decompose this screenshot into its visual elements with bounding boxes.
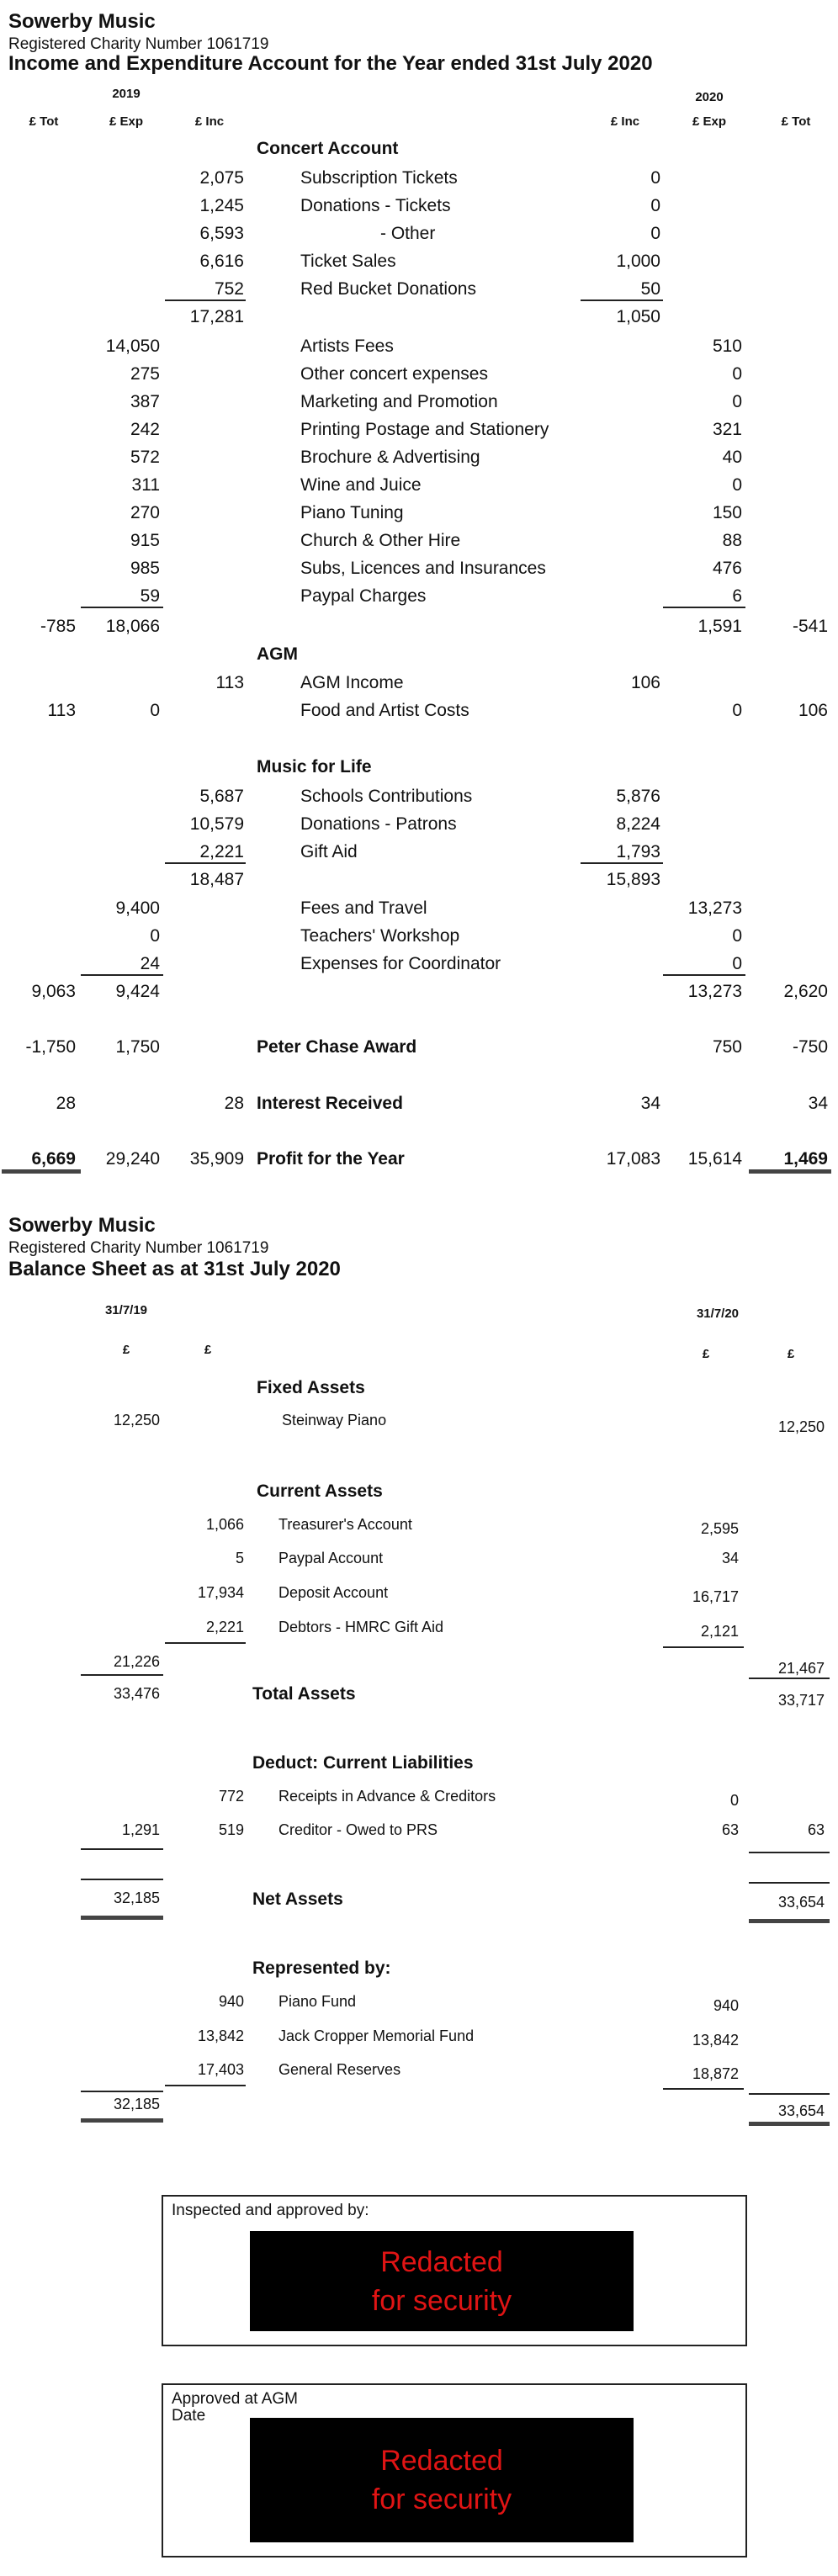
inspected-label: Inspected and approved by: <box>172 2202 369 2219</box>
row-label-dono: - Other <box>380 224 436 243</box>
rule-reptot-top-2019 <box>81 2091 163 2092</box>
value-profit-p-inc: 35,909 <box>189 1149 244 1169</box>
value-pp-c-exp: 6 <box>732 586 742 606</box>
value-school-p-inc: 5,687 <box>199 787 244 806</box>
value-int-p-tot: 28 <box>56 1094 76 1113</box>
value-patron-c-inc: 8,224 <box>616 814 660 834</box>
agm-approval-box-redacted-signature <box>250 2418 634 2542</box>
pound-col-a-2019: £ <box>122 1343 130 1357</box>
charity-number: Registered Charity Number 1061719 <box>8 35 269 53</box>
value-piano-p-exp: 270 <box>130 503 160 522</box>
value-gift-p-inc: 2,221 <box>199 842 244 861</box>
value-church-p-exp: 915 <box>130 531 160 550</box>
rule-net-2019 <box>81 1916 163 1920</box>
value-subs-p-exp: 985 <box>130 559 160 578</box>
bs-value-jack-c-a: 13,842 <box>692 2032 739 2049</box>
value-wine-c-exp: 0 <box>732 475 742 495</box>
value-teach-p-exp: 0 <box>150 926 160 946</box>
value-coord-p-exp: 24 <box>140 954 160 973</box>
bs-value-net-p-a: 32,185 <box>113 1890 160 1906</box>
col-inc-2019: £ Inc <box>194 114 225 129</box>
bs-label-creditor: Creditor - Owed to PRS <box>278 1821 438 1838</box>
bs-value-deposit-c-a: 16,717 <box>692 1588 739 1605</box>
date-2019-header: 31/7/19 <box>104 1303 148 1317</box>
bs-value-casub-p-a: 21,226 <box>113 1653 160 1670</box>
bs-value-hmrc-p-b: 2,221 <box>205 1619 244 1635</box>
section-current-assets: Current Assets <box>257 1481 383 1501</box>
row-label-peter: Peter Chase Award <box>257 1037 417 1057</box>
bs-value-reptot-p-a: 32,185 <box>113 2096 160 2112</box>
rule-net-top-2019 <box>81 1879 163 1880</box>
bs-value-total-p-a: 33,476 <box>113 1685 160 1702</box>
bs-label-receipts: Receipts in Advance & Creditors <box>278 1788 496 1805</box>
bs-value-steinway-c-b: 12,250 <box>777 1418 825 1435</box>
section-total-assets: Total Assets <box>252 1684 356 1704</box>
value-food-c-exp: 0 <box>732 701 742 720</box>
value-ctot-p-tot: -785 <box>40 617 76 636</box>
row-label-profit: Profit for the Year <box>257 1149 405 1169</box>
rule-net-top-2020 <box>749 1882 830 1884</box>
value-msub-c-inc: 15,893 <box>606 870 660 889</box>
value-tix-c-inc: 1,000 <box>616 252 660 271</box>
row-label-pp: Paypal Charges <box>300 586 427 606</box>
rule-ca-2019 <box>165 1642 246 1644</box>
value-food-p-exp: 0 <box>150 701 160 720</box>
rule-net-2020 <box>749 1919 830 1923</box>
redacted-text-line-1: Redacted <box>380 2245 503 2278</box>
value-subs-c-exp: 476 <box>712 559 742 578</box>
balance-charity-number: Registered Charity Number 1061719 <box>8 1239 269 1257</box>
bs-value-deposit-p-b: 17,934 <box>197 1584 244 1601</box>
col-exp-2020: £ Exp <box>692 114 727 129</box>
value-csub-c-inc: 1,050 <box>616 307 660 326</box>
row-label-coord: Expenses for Coordinator <box>300 954 501 973</box>
rule-ca-2020 <box>663 1646 744 1648</box>
rule-reptot-top-2020 <box>749 2093 830 2095</box>
pound-col-b-2019: £ <box>204 1343 212 1357</box>
value-profit-p-exp: 29,240 <box>105 1149 160 1169</box>
col-tot-2019: £ Tot <box>29 114 59 129</box>
balance-org-name: Sowerby Music <box>8 1214 156 1237</box>
row-label-agmi: AGM Income <box>300 673 404 692</box>
redacted-text-line-2: for security <box>371 2483 512 2515</box>
row-label-teach: Teachers' Workshop <box>300 926 460 946</box>
row-label-red: Red Bucket Donations <box>300 279 476 299</box>
bs-value-net-c-b: 33,654 <box>777 1894 825 1911</box>
rule-mfl-exp-2019 <box>81 974 163 976</box>
bs-value-treas-p-b: 1,066 <box>205 1516 244 1533</box>
bs-value-creditor-c-b: 63 <box>807 1821 825 1838</box>
row-label-church: Church & Other Hire <box>300 531 461 550</box>
row-label-food: Food and Artist Costs <box>300 701 469 720</box>
value-msub-p-inc: 18,487 <box>189 870 244 889</box>
rule-reptot-2020 <box>749 2122 830 2126</box>
value-sub-p-inc: 2,075 <box>199 168 244 188</box>
row-label-piano: Piano Tuning <box>300 503 404 522</box>
bs-value-steinway-p-a: 12,250 <box>113 1412 160 1428</box>
value-mkt-c-exp: 0 <box>732 392 742 411</box>
value-pp-p-exp: 59 <box>140 586 160 606</box>
rule-mfl-inc-2019 <box>165 862 246 864</box>
rule-concert-inc-2019 <box>165 299 246 301</box>
value-mtot-p-tot: 9,063 <box>31 982 76 1001</box>
value-fees-c-exp: 13,273 <box>687 898 742 918</box>
value-sub-c-inc: 0 <box>650 168 660 188</box>
bs-value-general-p-b: 17,403 <box>197 2061 244 2078</box>
bs-value-pianofund-c-a: 940 <box>713 1997 739 2014</box>
section-music-for-life: Music for Life <box>257 757 372 777</box>
value-peter-p-tot: -1,750 <box>25 1037 76 1057</box>
bs-value-creditor-p-b: 519 <box>218 1821 244 1838</box>
col-tot-2020: £ Tot <box>781 114 811 129</box>
rule-mfl-inc-2020 <box>581 862 663 864</box>
bs-value-receipts-p-b: 772 <box>218 1788 244 1805</box>
date-2020-header: 31/7/20 <box>696 1307 740 1321</box>
section-net-assets: Net Assets <box>252 1890 343 1909</box>
value-profit-c-inc: 17,083 <box>606 1149 660 1169</box>
rule-creditor-2019 <box>81 1848 163 1850</box>
bs-value-treas-c-a: 2,595 <box>700 1520 739 1537</box>
value-school-c-inc: 5,876 <box>616 787 660 806</box>
section-fixed-assets: Fixed Assets <box>257 1378 365 1397</box>
year-2019-header: 2019 <box>112 87 141 101</box>
agm-label: Approved at AGM <box>172 2390 298 2408</box>
row-label-bro: Brochure & Advertising <box>300 448 480 467</box>
row-label-school: Schools Contributions <box>300 787 473 806</box>
value-prn-c-exp: 321 <box>712 420 742 439</box>
value-profit-c-exp: 15,614 <box>687 1149 742 1169</box>
bs-value-hmrc-c-a: 2,121 <box>700 1623 739 1640</box>
section-represented-by: Represented by: <box>252 1959 391 1978</box>
bs-value-pianofund-p-b: 940 <box>218 1993 244 2010</box>
value-food-p-tot: 113 <box>47 701 76 720</box>
value-ctot-c-tot: -541 <box>792 617 828 636</box>
value-gift-c-inc: 1,793 <box>616 842 660 861</box>
value-red-p-inc: 752 <box>214 279 244 299</box>
row-label-wine: Wine and Juice <box>300 475 422 495</box>
value-mkt-p-exp: 387 <box>130 392 160 411</box>
redacted-text-line-2: for security <box>371 2284 512 2317</box>
rule-concert-inc-2020 <box>581 299 663 301</box>
value-art-c-exp: 510 <box>712 337 742 356</box>
rule-profit-2020 <box>749 1169 831 1174</box>
org-name: Sowerby Music <box>8 10 156 33</box>
rule-concert-exp-2019 <box>81 607 163 608</box>
bs-label-paypal: Paypal Account <box>278 1550 384 1566</box>
rule-casub-2020 <box>749 1678 830 1679</box>
pound-col-b-2020: £ <box>787 1347 795 1361</box>
value-patron-p-inc: 10,579 <box>189 814 244 834</box>
value-profit-p-tot: 6,669 <box>31 1149 76 1169</box>
row-label-sub: Subscription Tickets <box>300 168 458 188</box>
bs-value-paypal-p-b: 5 <box>235 1550 244 1566</box>
value-art-p-exp: 14,050 <box>105 337 160 356</box>
balance-title: Balance Sheet as at 31st July 2020 <box>8 1258 341 1280</box>
bs-value-total-c-b: 33,717 <box>777 1692 825 1709</box>
section-agm: AGM <box>257 644 298 664</box>
value-bro-c-exp: 40 <box>722 448 742 467</box>
row-label-prn: Printing Postage and Stationery <box>300 420 549 439</box>
value-int-c-tot: 34 <box>808 1094 828 1113</box>
value-piano-c-exp: 150 <box>712 503 742 522</box>
value-tix-p-inc: 6,616 <box>199 252 244 271</box>
rule-rep-2019 <box>165 2085 246 2086</box>
value-mtot-c-tot: 2,620 <box>783 982 828 1001</box>
bs-label-hmrc: Debtors - HMRC Gift Aid <box>278 1619 444 1635</box>
row-label-gift: Gift Aid <box>300 842 358 861</box>
value-fees-p-exp: 9,400 <box>115 898 160 918</box>
value-prn-p-exp: 242 <box>130 420 160 439</box>
value-peter-p-exp: 1,750 <box>115 1037 160 1057</box>
bs-value-creditor-c-a: 63 <box>721 1821 739 1838</box>
rule-concert-exp-2020 <box>663 607 745 608</box>
value-coord-c-exp: 0 <box>732 954 742 973</box>
bs-value-receipts-c-a: 0 <box>729 1792 739 1809</box>
bs-label-general: General Reserves <box>278 2061 401 2078</box>
rule-profit-2019 <box>2 1169 81 1174</box>
section-current-liabilities: Deduct: Current Liabilities <box>252 1753 474 1773</box>
col-exp-2019: £ Exp <box>109 114 144 129</box>
row-label-fees: Fees and Travel <box>300 898 427 918</box>
bs-label-treas: Treasurer's Account <box>278 1516 412 1533</box>
value-oth-c-exp: 0 <box>732 364 742 384</box>
value-wine-p-exp: 311 <box>131 475 160 495</box>
row-label-patron: Donations - Patrons <box>300 814 457 834</box>
value-food-c-tot: 106 <box>798 701 828 720</box>
rule-casub-2019 <box>81 1674 163 1676</box>
row-label-tix: Ticket Sales <box>300 252 396 271</box>
row-label-art: Artists Fees <box>300 337 394 356</box>
value-red-c-inc: 50 <box>640 279 660 299</box>
value-dont-p-inc: 1,245 <box>199 196 244 215</box>
rule-creditor-2020 <box>749 1852 830 1853</box>
bs-label-steinway: Steinway Piano <box>282 1412 387 1428</box>
value-agmi-p-inc: 113 <box>215 673 244 692</box>
bs-value-casub-c-b: 21,467 <box>777 1660 825 1677</box>
bs-label-pianofund: Piano Fund <box>278 1993 357 2010</box>
value-dono-c-inc: 0 <box>650 224 660 243</box>
rule-mfl-exp-2020 <box>663 974 745 976</box>
inspected-approval-box-redacted-signature <box>250 2231 634 2331</box>
row-label-int: Interest Received <box>257 1094 403 1113</box>
bs-label-deposit: Deposit Account <box>278 1584 389 1601</box>
value-mtot-p-exp: 9,424 <box>115 982 160 1001</box>
year-2020-header: 2020 <box>695 90 724 104</box>
rule-reptot-2019 <box>81 2118 163 2123</box>
value-teach-c-exp: 0 <box>732 926 742 946</box>
row-label-dont: Donations - Tickets <box>300 196 451 215</box>
value-profit-c-tot: 1,469 <box>783 1149 828 1169</box>
bs-value-general-c-a: 18,872 <box>692 2065 739 2082</box>
value-dono-p-inc: 6,593 <box>199 224 244 243</box>
date-label: Date <box>172 2407 206 2425</box>
value-csub-p-inc: 17,281 <box>189 307 244 326</box>
value-ctot-p-exp: 18,066 <box>105 617 160 636</box>
value-oth-p-exp: 275 <box>130 364 160 384</box>
row-label-oth: Other concert expenses <box>300 364 488 384</box>
value-int-p-inc: 28 <box>224 1094 244 1113</box>
value-bro-p-exp: 572 <box>130 448 160 467</box>
bs-value-jack-p-b: 13,842 <box>197 2027 244 2044</box>
bs-label-jack: Jack Cropper Memorial Fund <box>278 2027 475 2044</box>
section-concert-account: Concert Account <box>257 139 399 158</box>
statement-title: Income and Expenditure Account for the Year ended 31st July 2020 <box>8 52 653 75</box>
rule-rep-2020 <box>663 2088 744 2090</box>
row-label-mkt: Marketing and Promotion <box>300 392 498 411</box>
bs-value-reptot-c-b: 33,654 <box>777 2102 825 2119</box>
value-agmi-c-inc: 106 <box>630 673 660 692</box>
value-peter-c-tot: -750 <box>792 1037 828 1057</box>
value-int-c-inc: 34 <box>640 1094 660 1113</box>
value-church-c-exp: 88 <box>722 531 742 550</box>
row-label-subs: Subs, Licences and Insurances <box>300 559 546 578</box>
redacted-text-line-1: Redacted <box>380 2445 503 2477</box>
value-dont-c-inc: 0 <box>650 196 660 215</box>
value-ctot-c-exp: 1,591 <box>697 617 742 636</box>
value-mtot-c-exp: 13,273 <box>687 982 742 1001</box>
bs-value-creditor-p-a: 1,291 <box>121 1821 160 1838</box>
bs-value-paypal-c-a: 34 <box>721 1550 739 1566</box>
value-peter-c-exp: 750 <box>712 1037 742 1057</box>
pound-col-a-2020: £ <box>702 1347 710 1361</box>
col-inc-2020: £ Inc <box>610 114 640 129</box>
